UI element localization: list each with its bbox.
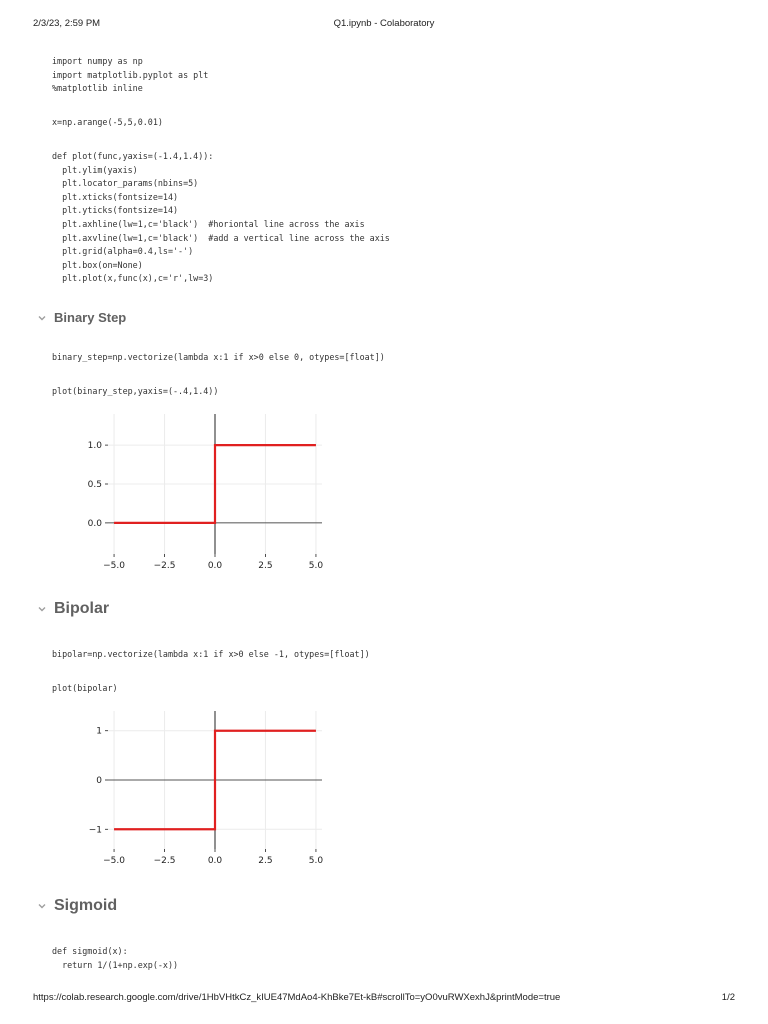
code-line: plt.axhline(lw=1,c='black') #horiontal line across the axis [52,218,365,229]
chevron-down-icon[interactable] [36,603,48,615]
y-tick-label: −1 [88,825,102,836]
code-line: %matplotlib inline [52,83,143,94]
print-url: https://colab.research.google.com/drive/1HbVHtkCz_kIUE47MdAo4-KhBke7Et-kB#scrollTo=yO0vuRWXexhJ&printMode=true [33,992,561,1003]
print-footer [0,992,768,1006]
code-line: def plot(func,yaxis=(-1.4,1.4)): [52,151,214,161]
code-line: plot(binary_step,yaxis=(-.4,1.4)) [52,386,219,396]
chevron-down-icon[interactable] [36,900,48,912]
code-cell-bipolar-call[interactable] [52,682,118,696]
code-line: import matplotlib.pyplot as plt [52,69,209,80]
x-tick-label: −5.0 [103,856,125,866]
code-line: plt.yticks(fontsize=14) [52,205,179,216]
code-line: plot(bipolar) [52,683,118,693]
code-line: def sigmoid(x): [52,946,128,956]
code-line: plt.axvline(lw=1,c='black') #add a vertical line across the axis [52,232,390,243]
code-line: plt.locator_params(nbins=5) [52,178,199,189]
code-cell-bipolar-def[interactable] [52,648,370,662]
y-tick-label: 1.0 [87,441,102,452]
chart-svg [70,408,330,578]
code-line: import numpy as np [52,56,143,66]
x-tick-label: 2.5 [258,856,273,866]
x-tick-label: −2.5 [153,856,176,866]
print-header [0,18,768,32]
code-cell-plot-def[interactable] [52,150,390,286]
x-tick-label: −2.5 [153,561,176,571]
section-header-bipolar[interactable] [36,600,109,618]
x-tick-label: −5.0 [103,561,125,571]
code-line: bipolar=np.vectorize(lambda x:1 if x>0 else -1, otypes=[float]) [52,649,370,659]
code-line: plt.ylim(yaxis) [52,164,138,175]
code-cell-binary-def[interactable] [52,351,385,365]
code-line: plt.grid(alpha=0.4,ls='-') [52,246,194,257]
section-header-sigmoid[interactable] [36,897,117,915]
y-tick-label: 0.0 [87,518,102,529]
binary-step-plot [70,408,330,583]
code-line: plt.xticks(fontsize=14) [52,191,179,202]
y-tick-label: 0.5 [87,480,102,490]
code-line: plt.box(on=None) [52,259,143,270]
code-line: x=np.arange(-5,5,0.01) [52,117,163,127]
x-tick-label: 0.0 [207,561,223,571]
chevron-down-icon[interactable] [36,312,48,324]
section-title: Binary Step [54,310,127,325]
code-cell-binary-call[interactable] [52,385,218,399]
code-line: plt.plot(x,func(x),c='r',lw=3) [52,273,214,284]
x-tick-label: 2.5 [258,561,273,571]
print-page-title: Q1.ipynb - Colaboratory [333,18,435,29]
print-page-number: 1/2 [721,992,735,1003]
section-header-binary-step[interactable] [36,310,126,325]
print-datetime: 2/3/23, 2:59 PM [33,18,101,29]
y-tick-label: 1 [96,726,102,737]
code-line: return 1/(1+np.exp(-x)) [52,959,179,970]
section-title: Sigmoid [54,897,118,914]
section-title: Bipolar [54,600,110,617]
code-cell-arange[interactable] [52,116,163,130]
chart-svg [70,705,330,873]
code-cell-sigmoid-def[interactable] [52,945,178,972]
x-tick-label: 5.0 [308,856,324,866]
x-tick-label: 5.0 [308,561,324,571]
y-tick-label: 0 [96,776,102,786]
code-line: binary_step=np.vectorize(lambda x:1 if x>0 else 0, otypes=[float]) [52,352,385,362]
bipolar-plot [70,705,330,878]
x-tick-label: 0.0 [207,856,223,866]
code-cell-imports[interactable] [52,55,208,96]
